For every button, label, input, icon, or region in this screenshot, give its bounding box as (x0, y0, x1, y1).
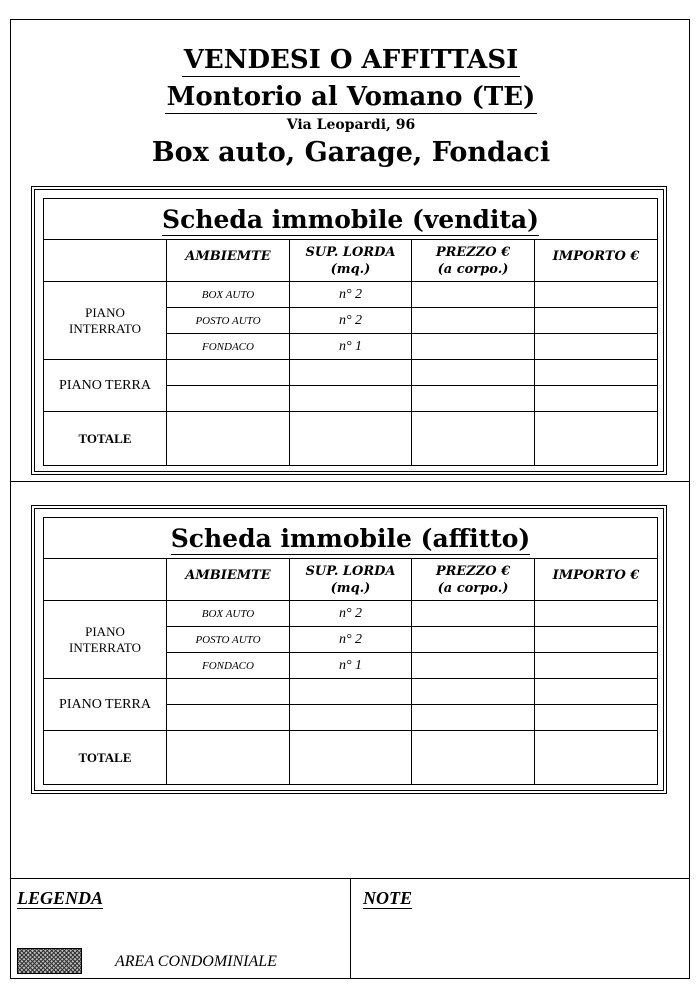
col-prezzo: PREZZO € (a corpo.) (412, 240, 535, 282)
amount-cell[interactable] (535, 334, 658, 360)
total-cell[interactable] (167, 412, 290, 466)
item-qty: n° 2 (290, 627, 412, 653)
empty-cell[interactable] (290, 360, 412, 386)
item-label: FONDACO (167, 653, 290, 679)
empty-cell[interactable] (535, 360, 658, 386)
property-sheet (10, 19, 690, 979)
notes-title: NOTE (363, 888, 412, 908)
col-importo: IMPORTO € (535, 240, 658, 282)
table-row (44, 679, 658, 705)
empty-cell[interactable] (290, 386, 412, 412)
sale-card (31, 186, 667, 475)
total-cell[interactable] (535, 731, 658, 785)
footer-separator (350, 879, 351, 979)
col-prezzo: PREZZO € (a corpo.) (412, 559, 535, 601)
main-title: VENDESI O AFFITTASI (183, 45, 519, 75)
total-cell[interactable] (412, 731, 535, 785)
empty-cell[interactable] (167, 705, 290, 731)
table-row (44, 360, 658, 386)
item-qty: n° 2 (290, 308, 412, 334)
price-cell[interactable] (412, 601, 535, 627)
total-cell[interactable] (412, 412, 535, 466)
price-cell[interactable] (412, 653, 535, 679)
table-row (44, 601, 658, 627)
empty-cell[interactable] (167, 679, 290, 705)
street-address: Via Leopardi, 96 (286, 117, 416, 133)
item-qty: n° 1 (290, 653, 412, 679)
group-piano-terra: PIANO TERRA (44, 360, 167, 412)
item-label: POSTO AUTO (167, 308, 290, 334)
group-piano-interrato: PIANO INTERRATO (44, 282, 167, 360)
item-label: BOX AUTO (167, 282, 290, 308)
city-title: Montorio al Vomano (TE) (166, 82, 536, 112)
col-superficie: SUP. LORDA (mq.) (290, 240, 412, 282)
total-cell[interactable] (290, 412, 412, 466)
rent-caption: Scheda immobile (affitto) (44, 518, 658, 559)
item-label: BOX AUTO (167, 601, 290, 627)
empty-cell[interactable] (167, 360, 290, 386)
price-cell[interactable] (412, 334, 535, 360)
corner-cell (44, 240, 167, 282)
section-divider (11, 481, 689, 482)
sale-caption: Scheda immobile (vendita) (44, 199, 658, 240)
price-cell[interactable] (412, 308, 535, 334)
col-ambiente: AMBIEMTE (167, 559, 290, 601)
empty-cell[interactable] (412, 386, 535, 412)
total-cell[interactable] (535, 412, 658, 466)
col-importo: IMPORTO € (535, 559, 658, 601)
total-row (44, 731, 658, 785)
footer (11, 878, 689, 978)
empty-cell[interactable] (535, 705, 658, 731)
empty-cell[interactable] (167, 386, 290, 412)
price-cell[interactable] (412, 282, 535, 308)
total-row (44, 412, 658, 466)
empty-cell[interactable] (535, 386, 658, 412)
item-qty: n° 2 (290, 601, 412, 627)
group-piano-interrato: PIANO INTERRATO (44, 601, 167, 679)
col-ambiente: AMBIEMTE (167, 240, 290, 282)
amount-cell[interactable] (535, 653, 658, 679)
total-label: TOTALE (44, 731, 167, 785)
rent-card (31, 505, 667, 794)
amount-cell[interactable] (535, 601, 658, 627)
goods-title: Box auto, Garage, Fondaci (151, 137, 551, 168)
empty-cell[interactable] (412, 705, 535, 731)
item-qty: n° 2 (290, 282, 412, 308)
total-label: TOTALE (44, 412, 167, 466)
amount-cell[interactable] (535, 627, 658, 653)
amount-cell[interactable] (535, 282, 658, 308)
item-qty: n° 1 (290, 334, 412, 360)
legend-title: LEGENDA (17, 888, 104, 908)
price-cell[interactable] (412, 627, 535, 653)
item-label: POSTO AUTO (167, 627, 290, 653)
corner-cell (44, 559, 167, 601)
empty-cell[interactable] (412, 679, 535, 705)
empty-cell[interactable] (535, 679, 658, 705)
table-row (44, 282, 658, 308)
amount-cell[interactable] (535, 308, 658, 334)
empty-cell[interactable] (290, 679, 412, 705)
item-label: FONDACO (167, 334, 290, 360)
legend-item-label: AREA CONDOMINIALE (115, 953, 277, 970)
group-piano-terra: PIANO TERRA (44, 679, 167, 731)
empty-cell[interactable] (412, 360, 535, 386)
hatched-swatch-icon (17, 948, 82, 974)
sale-table (43, 198, 658, 466)
rent-table (43, 517, 658, 785)
total-cell[interactable] (290, 731, 412, 785)
col-superficie: SUP. LORDA (mq.) (290, 559, 412, 601)
total-cell[interactable] (167, 731, 290, 785)
empty-cell[interactable] (290, 705, 412, 731)
